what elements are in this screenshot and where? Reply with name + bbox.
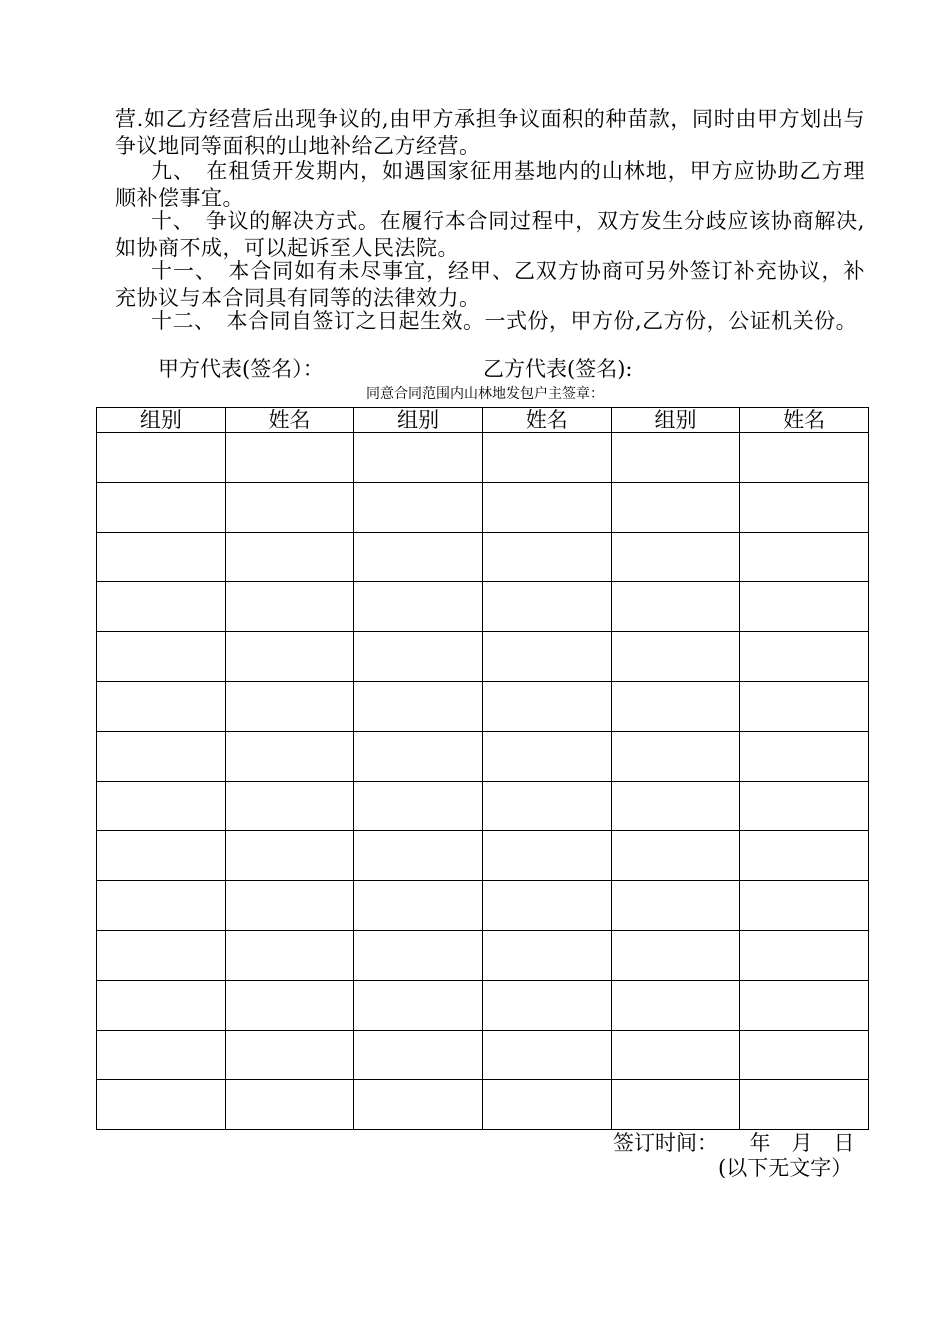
table-row [97,731,869,781]
name-cell[interactable] [740,433,869,483]
header-group-3: 组别 [611,408,740,433]
name-cell[interactable] [225,482,354,532]
name-cell[interactable] [482,632,611,682]
signing-date: 签订时间： 年 月 日 [613,1131,855,1155]
clause-10: 十、 争议的解决方式。在履行本合同过程中，双方发生分歧应该协商解决,如协商不成，可以起诉至人民法院。 [115,209,865,260]
header-name-2: 姓名 [482,408,611,433]
name-cell[interactable] [482,831,611,881]
group-cell[interactable] [611,632,740,682]
header-name-1: 姓名 [225,408,354,433]
group-cell[interactable] [97,482,226,532]
name-cell[interactable] [740,881,869,931]
name-cell[interactable] [225,681,354,731]
group-cell[interactable] [97,930,226,980]
table-row [97,1080,869,1130]
group-cell[interactable] [354,731,483,781]
name-cell[interactable] [740,482,869,532]
group-cell[interactable] [354,582,483,632]
group-cell[interactable] [611,980,740,1030]
group-cell[interactable] [354,1030,483,1080]
name-cell[interactable] [740,831,869,881]
group-cell[interactable] [354,881,483,931]
name-cell[interactable] [482,980,611,1030]
clause-9: 九、 在租赁开发期内，如遇国家征用基地内的山林地，甲方应协助乙方理顺补偿事宜。 [115,159,865,210]
name-cell[interactable] [740,681,869,731]
party-b-signature-label: 乙方代表(签名): [483,357,633,381]
name-cell[interactable] [482,582,611,632]
name-cell[interactable] [225,1080,354,1130]
end-note: (以下无文字） [718,1156,853,1180]
group-cell[interactable] [97,433,226,483]
group-cell[interactable] [354,980,483,1030]
table-row [97,532,869,582]
table-row [97,632,869,682]
table-row [97,1030,869,1080]
group-cell[interactable] [611,681,740,731]
group-cell[interactable] [97,781,226,831]
table-row [97,881,869,931]
name-cell[interactable] [225,582,354,632]
group-cell[interactable] [354,681,483,731]
group-cell[interactable] [354,781,483,831]
clause-12: 十二、 本合同自签订之日起生效。一式份，甲方份,乙方份，公证机关份。 [151,309,858,333]
name-cell[interactable] [482,881,611,931]
name-cell[interactable] [740,1080,869,1130]
name-cell[interactable] [482,781,611,831]
name-cell[interactable] [740,781,869,831]
group-cell[interactable] [97,881,226,931]
group-cell[interactable] [611,831,740,881]
group-cell[interactable] [354,482,483,532]
group-cell[interactable] [611,532,740,582]
group-cell[interactable] [611,731,740,781]
name-cell[interactable] [225,532,354,582]
group-cell[interactable] [611,433,740,483]
table-row [97,781,869,831]
group-cell[interactable] [97,681,226,731]
party-a-signature-label: 甲方代表(签名）： [158,357,324,381]
name-cell[interactable] [225,831,354,881]
table-header-row [97,408,869,433]
name-cell[interactable] [740,582,869,632]
name-cell[interactable] [482,433,611,483]
group-cell[interactable] [354,433,483,483]
name-cell[interactable] [225,781,354,831]
group-cell[interactable] [354,930,483,980]
clause-8-continuation: 营.如乙方经营后出现争议的,由甲方承担争议面积的种苗款，同时由甲方划出与争议地同等面积的山地补给乙方经营。 [115,107,865,158]
name-cell[interactable] [482,1080,611,1130]
group-cell[interactable] [354,1080,483,1130]
name-cell[interactable] [225,930,354,980]
group-cell[interactable] [97,831,226,881]
group-cell[interactable] [97,980,226,1030]
group-cell[interactable] [354,632,483,682]
name-cell[interactable] [740,632,869,682]
name-cell[interactable] [740,930,869,980]
household-signature-table [96,407,869,1130]
clause-11: 十一、 本合同如有未尽事宜，经甲、乙双方协商可另外签订补充协议，补充协议与本合同具有同等的法律效力。 [115,259,865,310]
group-cell[interactable] [611,582,740,632]
table-row [97,433,869,483]
group-cell[interactable] [354,831,483,881]
name-cell[interactable] [482,681,611,731]
table-row [97,930,869,980]
name-cell[interactable] [482,532,611,582]
name-cell[interactable] [482,1030,611,1080]
group-cell[interactable] [97,582,226,632]
header-name-3: 姓名 [740,408,869,433]
name-cell[interactable] [482,482,611,532]
header-group-1: 组别 [97,408,226,433]
table-caption: 同意合同范围内山林地发包户主签章： [366,386,604,402]
group-cell[interactable] [97,1030,226,1080]
group-cell[interactable] [611,482,740,532]
group-cell[interactable] [354,532,483,582]
name-cell[interactable] [482,930,611,980]
group-cell[interactable] [97,632,226,682]
name-cell[interactable] [225,433,354,483]
table-row [97,582,869,632]
group-cell[interactable] [97,731,226,781]
group-cell[interactable] [97,1080,226,1130]
table-body [97,433,869,1130]
header-group-2: 组别 [354,408,483,433]
name-cell[interactable] [740,532,869,582]
group-cell[interactable] [611,1030,740,1080]
name-cell[interactable] [740,980,869,1030]
group-cell[interactable] [611,781,740,831]
name-cell[interactable] [740,1030,869,1080]
table-row [97,980,869,1030]
table-row [97,681,869,731]
group-cell[interactable] [611,881,740,931]
group-cell[interactable] [97,532,226,582]
name-cell[interactable] [225,881,354,931]
name-cell[interactable] [740,731,869,781]
name-cell[interactable] [225,731,354,781]
group-cell[interactable] [611,1080,740,1130]
table-row [97,482,869,532]
name-cell[interactable] [225,632,354,682]
name-cell[interactable] [225,1030,354,1080]
group-cell[interactable] [611,930,740,980]
name-cell[interactable] [482,731,611,781]
table-row [97,831,869,881]
name-cell[interactable] [225,980,354,1030]
